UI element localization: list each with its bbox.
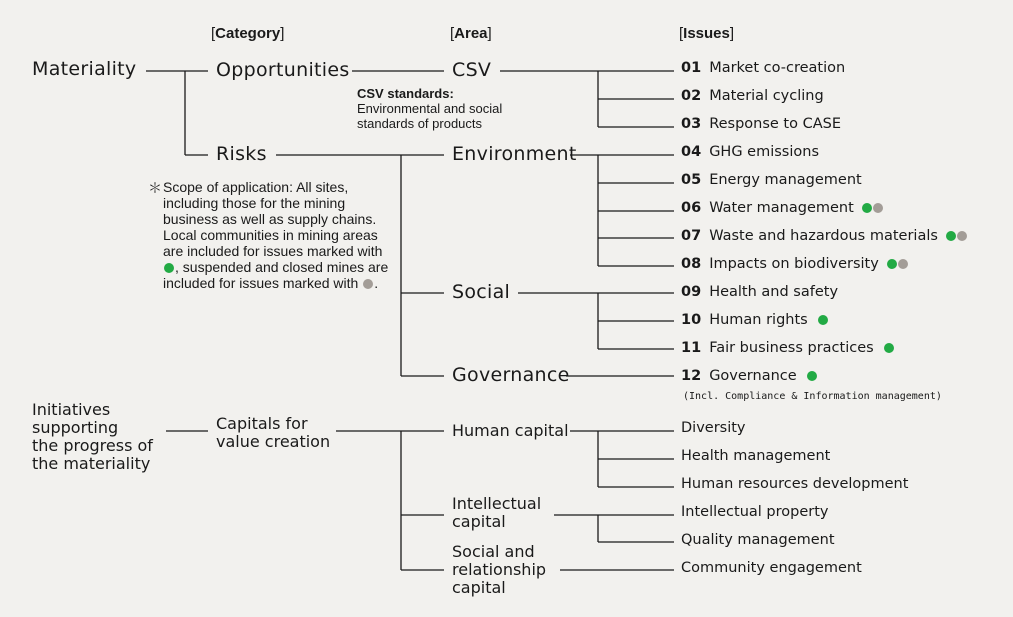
capital-item-quality: Quality management (681, 532, 835, 548)
social-capital-line: capital (452, 578, 506, 597)
green-dot-icon (884, 343, 894, 353)
gray-dot-icon (363, 279, 373, 289)
area-intellectual-capital (452, 495, 541, 531)
green-dot-icon (164, 263, 174, 273)
area-social-relationship-capital (452, 543, 546, 597)
issue-label: Impacts on biodiversity (709, 256, 879, 272)
scope-note-text1: Scope of application: All sites, including those for the mining business as well as supply chains. Local communities in mining areas are included for issues marked with (163, 179, 383, 259)
issue-number: 04 (681, 144, 702, 160)
materiality-label: Materiality (32, 58, 137, 80)
issue-06 (681, 200, 883, 216)
issue-08 (681, 256, 908, 272)
issue-label: Market co-creation (709, 60, 846, 76)
green-dot-icon (862, 203, 872, 213)
csv-standards-title: CSV standards: (357, 86, 454, 101)
issue-label: Water management (709, 200, 854, 216)
issues-header-label: Issues (683, 25, 730, 42)
capital-item-ip: Intellectual property (681, 504, 829, 520)
area-social: Social (452, 281, 511, 303)
capitals-line: Capitals for (216, 414, 308, 433)
capital-item-community: Community engagement (681, 560, 862, 576)
gray-dot-icon (898, 259, 908, 269)
capital-item-diversity: Diversity (681, 420, 746, 436)
green-dot-icon (946, 231, 956, 241)
issue-number: 10 (681, 312, 702, 328)
issue-number: 05 (681, 172, 702, 188)
intellectual-line: capital (452, 512, 506, 531)
area-header: [Area] (450, 25, 492, 42)
issue-11 (681, 340, 894, 356)
area-csv: CSV (452, 59, 492, 81)
initiatives-line: supporting (32, 418, 119, 437)
initiatives-line: Initiatives (32, 400, 111, 419)
capital-item-hr: Human resources development (681, 476, 909, 492)
issue-number: 11 (681, 340, 702, 356)
capitals-label (216, 415, 330, 451)
scope-note-text3: . (374, 275, 379, 291)
category-risks: Risks (216, 143, 267, 165)
gray-dot-icon (873, 203, 883, 213)
category-header-label: Category (215, 25, 281, 42)
green-dot-icon (887, 259, 897, 269)
area-header-label: Area (454, 25, 488, 42)
issue-number: 06 (681, 200, 702, 216)
issue-label: Health and safety (709, 284, 839, 300)
intellectual-line: Intellectual (452, 494, 542, 513)
social-capital-line: relationship (452, 560, 547, 579)
social-capital-line: Social and (452, 542, 535, 561)
issue-04 (681, 144, 819, 160)
issue-label: Response to CASE (709, 116, 842, 132)
area-human-capital: Human capital (452, 421, 569, 440)
area-governance: Governance (452, 364, 570, 386)
green-dot-icon (807, 371, 817, 381)
issue-number: 12 (681, 368, 702, 384)
issue-number: 03 (681, 116, 702, 132)
issues-header: [Issues] (679, 25, 735, 42)
csv-standards-note (357, 86, 557, 131)
scope-note-marker: ＊ (148, 181, 162, 197)
issue-09 (681, 284, 838, 300)
issue-label: Governance (709, 368, 797, 384)
issue-10 (681, 312, 828, 328)
csv-standards-line1: Environmental and social (357, 101, 503, 116)
csv-standards-line2: standards of products (357, 116, 483, 131)
issue-number: 01 (681, 60, 702, 76)
issue-number: 07 (681, 228, 702, 244)
green-dot-icon (818, 315, 828, 325)
issue-label: Human rights (709, 312, 808, 328)
issue-label: Waste and hazardous materials (709, 228, 938, 244)
issue-07 (681, 228, 967, 244)
capitals-line: value creation (216, 432, 331, 451)
scope-note-text2: , suspended and closed mines are included for issues marked with (163, 259, 389, 291)
initiatives-line: the progress of (32, 436, 153, 455)
issue-02 (681, 88, 824, 104)
issue-label: Energy management (709, 172, 862, 188)
issue-number: 08 (681, 256, 702, 272)
issue-12 (681, 368, 817, 384)
capital-item-health: Health management (681, 448, 831, 464)
initiatives-label (32, 401, 153, 473)
area-environment: Environment (452, 143, 577, 165)
issue-01 (681, 60, 845, 76)
issue-label: Material cycling (709, 88, 824, 104)
initiatives-line: the materiality (32, 454, 151, 473)
issue-05 (681, 172, 862, 188)
governance-note: (Incl. Compliance & Information management) (683, 391, 942, 402)
category-header: [Category] (211, 25, 285, 42)
issue-number: 09 (681, 284, 702, 300)
gray-dot-icon (957, 231, 967, 241)
issue-number: 02 (681, 88, 702, 104)
issue-label: GHG emissions (709, 144, 819, 160)
scope-note (163, 179, 395, 291)
issue-label: Fair business practices (709, 340, 874, 356)
issue-03 (681, 116, 841, 132)
category-opportunities: Opportunities (216, 59, 350, 81)
